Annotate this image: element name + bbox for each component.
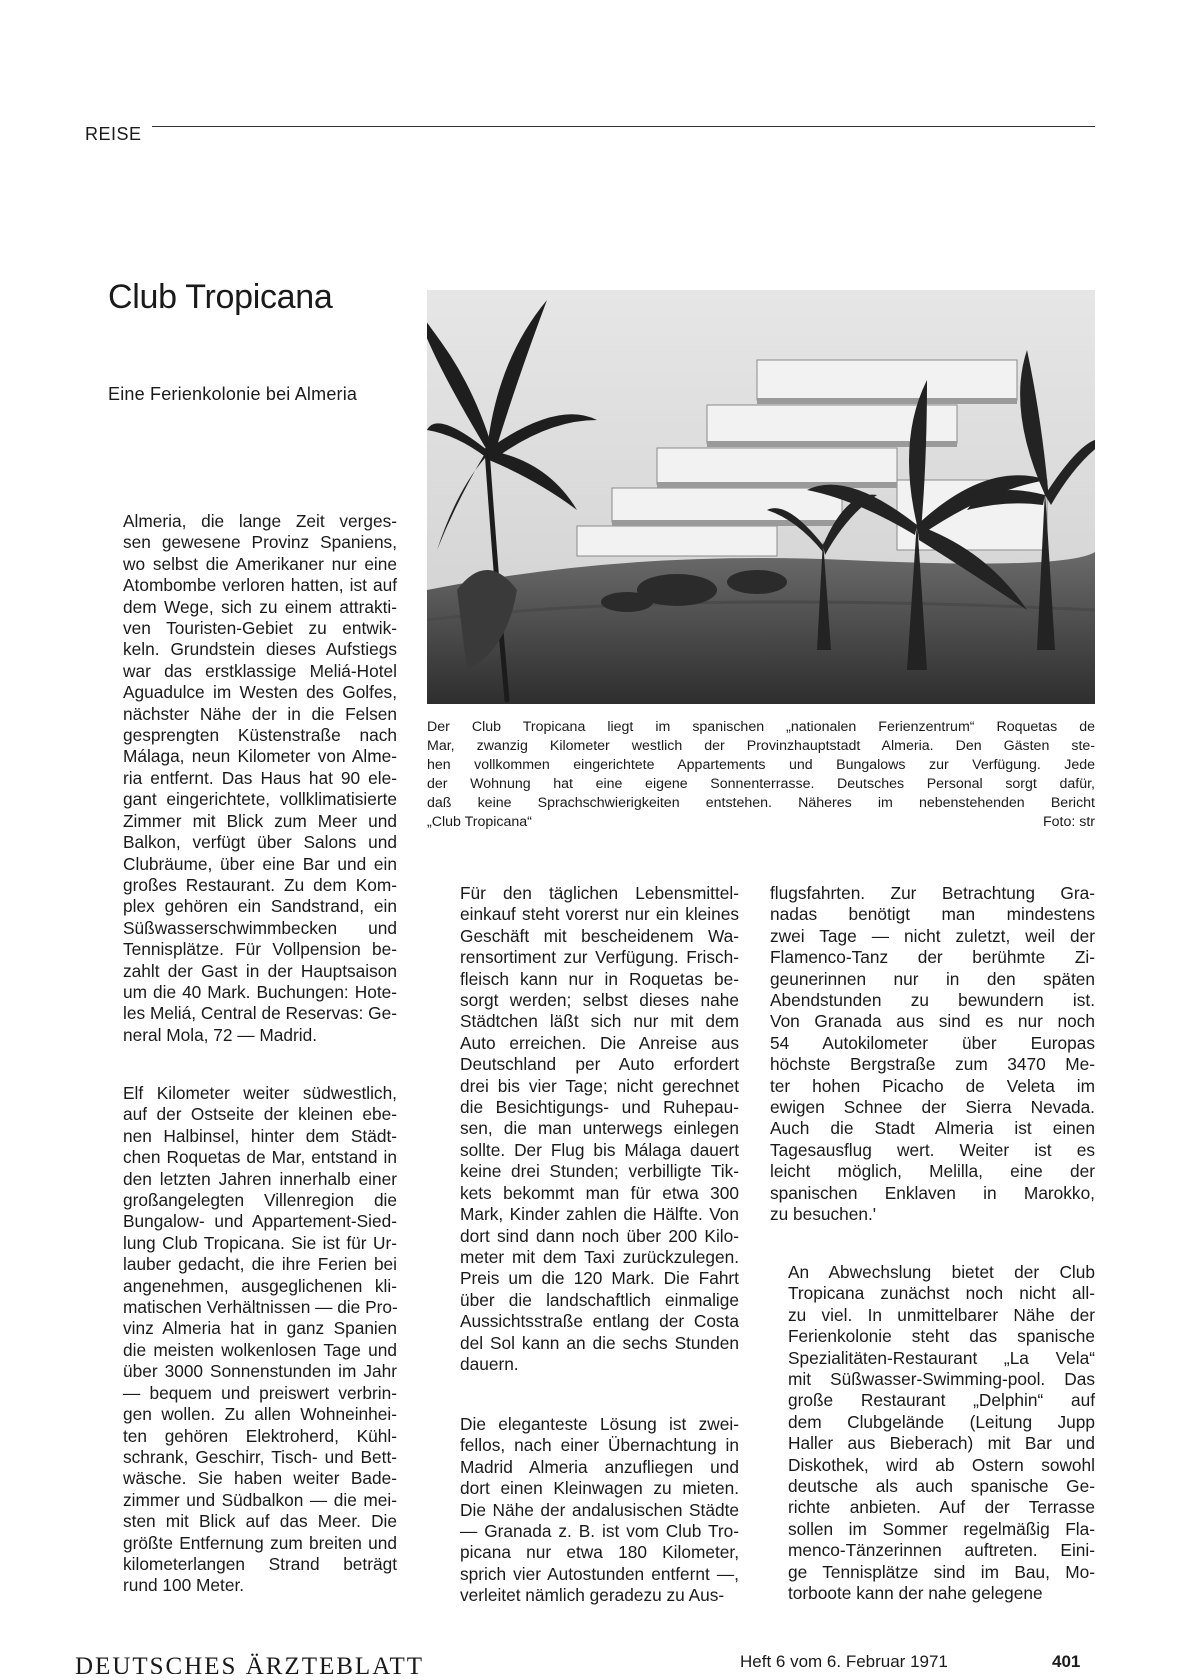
text-line: Die Nähe der andalusischen Städte [460, 1499, 739, 1520]
text-line: nadas benötigt man mindestens [770, 904, 1095, 925]
text-line: kilometerlangen Strand beträgt [123, 1553, 397, 1574]
text-line: Ferienkolonie steht das spanische [788, 1326, 1095, 1347]
text-line: Auto erreichen. Die Anreise aus [460, 1032, 739, 1053]
text-line: mit Süßwasser-Swimming-pool. Das [788, 1369, 1095, 1390]
text-line: dem Wege, sich zu einem attrakti- [123, 596, 397, 617]
text-line: Atombombe verloren hatten, ist auf [123, 575, 397, 596]
caption-line: daß keine Sprachschwierigkeiten entstehen. Näheres im nebenstehenden Bericht [427, 795, 1095, 811]
text-line: lung Club Tropicana. Sie ist für Ur- [123, 1232, 397, 1253]
text-line: wäsche. Sie haben weiter Bade- [123, 1468, 397, 1489]
text-line: Clubräume, über eine Bar und ein [123, 853, 397, 874]
journal-name: DEUTSCHES ÄRZTEBLATT [75, 1653, 425, 1674]
text-line: richte anbieten. Auf der Terrasse [788, 1497, 1095, 1518]
text-line: Spezialitäten-Restaurant „La Vela“ [788, 1347, 1095, 1368]
text-line: Tropicana zunächst noch nicht all- [788, 1283, 1095, 1304]
text-line: Von Granada aus sind es nur noch [770, 1011, 1095, 1032]
text-line: zu besuchen.' [770, 1204, 877, 1225]
text-line: größte Entfernung zum breiten und [123, 1532, 397, 1553]
text-line: lauber gedacht, die ihre Ferien bei [123, 1254, 397, 1275]
article-title: Club Tropicana [108, 278, 333, 316]
text-line: Süßwasserschwimmbecken und [123, 917, 397, 938]
text-line: sorgt werden; selbst dieses nahe [460, 990, 739, 1011]
text-line: plex gehören ein Sandstrand, ein [123, 896, 397, 917]
body-paragraph [770, 883, 1095, 1226]
text-line: dort einen Kleinwagen zu mieten. [460, 1478, 739, 1499]
text-line: Almeria, die lange Zeit verges- [123, 511, 397, 531]
text-line: An Abwechslung bietet der Club [788, 1262, 1095, 1282]
text-line: die meisten wolkenlosen Tage und [123, 1339, 397, 1360]
text-line: zu viel. In unmittelbarer Nähe der [788, 1304, 1095, 1325]
text-line: Aguadulce im Westen des Golfes, [123, 682, 397, 703]
text-line: nen Halbinsel, hinter dem Städt- [123, 1125, 397, 1146]
photo-credit: Foto: str [1042, 814, 1095, 830]
text-line: gant eingerichtete, vollklimatisierte [123, 789, 397, 810]
text-line: verleitet nämlich geradezu zu Aus- [460, 1585, 725, 1606]
text-line: flugsfahrten. Zur Betrachtung Gra- [770, 883, 1095, 903]
text-line: Haller aus Bieberach) mit Bar und [788, 1433, 1095, 1454]
text-line: Balkon, verfügt über Salons und [123, 832, 397, 853]
text-line: geunerinnen nur in den späten [770, 968, 1095, 989]
body-paragraph [105, 511, 397, 1046]
header-rule [152, 126, 1095, 127]
text-line: chen Roquetas de Mar, entstand in [123, 1147, 397, 1168]
photo-caption [427, 718, 1095, 832]
text-line: Flamenco-Tanz der berühmte Zi- [770, 947, 1095, 968]
text-line: dauern. [460, 1353, 519, 1374]
text-line: neral Mola, 72 — Madrid. [123, 1024, 318, 1045]
section-label: REISE [85, 124, 142, 144]
text-line: fleisch kann nur in Roquetas be- [460, 968, 739, 989]
body-paragraph [442, 883, 739, 1375]
text-line: um die 40 Mark. Buchungen: Hote- [123, 981, 397, 1002]
text-line: ter hohen Picacho de Veleta im [770, 1075, 1095, 1096]
text-line: Abendstunden zu bewundern ist. [770, 990, 1095, 1011]
text-line: ten gehören Elektroherd, Kühl- [123, 1425, 397, 1446]
text-line: matischen Verhältnissen — die Pro- [123, 1297, 398, 1318]
text-line: torboote kann der nahe gelegene [788, 1583, 1043, 1604]
page-number: 401 [1052, 1652, 1081, 1671]
text-line: sen gewesene Provinz Spaniens, [123, 532, 397, 553]
text-line: picana nur etwa 180 Kilometer, [460, 1542, 739, 1563]
text-line: rensortiment zur Verfügung. Frisch- [460, 947, 739, 968]
text-line: ria entfernt. Das Haus hat 90 ele- [123, 767, 397, 788]
text-line: war das erstklassige Meliá-Hotel [123, 660, 397, 681]
text-line: schrank, Geschirr, Tisch- und Bett- [123, 1446, 397, 1467]
text-line: große Restaurant „Delphin“ auf [788, 1390, 1095, 1411]
text-line: kets bekommt man für etwa 300 [460, 1182, 739, 1203]
text-line: 54 Autokilometer über Europas [770, 1032, 1095, 1053]
text-line: keine drei Stunden; verbilligte Tik- [460, 1161, 739, 1182]
text-line: großes Restaurant. Zu dem Kom- [123, 874, 397, 895]
text-line: die Besichtigungs- und Ruhepau- [460, 1097, 739, 1118]
text-line: gesprengten Küstenstraße nach [123, 725, 397, 746]
text-line: Auch die Stadt Almeria ist einen [770, 1118, 1095, 1139]
text-line: menco-Tänzerinnen auftreten. Eini- [788, 1540, 1095, 1561]
text-line: rund 100 Meter. [123, 1575, 245, 1596]
text-line: Städtchen läßt sich nur mit dem [460, 1011, 739, 1032]
text-line: Mark, Kinder zahlen die Hälfte. Von [460, 1204, 739, 1225]
text-line: Zimmer mit Blick zum Meer und [123, 810, 397, 831]
text-line: Die eleganteste Lösung ist zwei- [460, 1414, 739, 1434]
resort-photo [427, 290, 1095, 704]
text-line: Deutschland per Auto erfordert [460, 1054, 739, 1075]
caption-last-line: „Club Tropicana“ [427, 814, 532, 830]
text-line: zahlt der Gast in der Hauptsaison [123, 960, 397, 981]
caption-line: hen vollkommen eingerichtete Appartements und Bungalows zur Verfügung. Jede [427, 757, 1095, 773]
body-paragraph [105, 1083, 397, 1597]
text-line: auf der Ostseite der kleinen ebe- [123, 1104, 397, 1125]
text-line: Für den täglichen Lebensmittel- [460, 883, 739, 903]
text-line: Geschäft mit bescheidenem Wa- [460, 925, 739, 946]
text-line: keln. Grundstein dieses Aufstiegs [123, 639, 397, 660]
text-line: angenehmen, ausgeglichenen kli- [123, 1275, 397, 1296]
text-line: Diskothek, wird ab Ostern sowohl [788, 1454, 1095, 1475]
text-line: ge Tennisplätze sind im Bau, Mo- [788, 1561, 1095, 1582]
text-line: großangelegten Villenregion die [123, 1190, 397, 1211]
text-line: drei bis vier Tage; nicht gerechnet [460, 1075, 739, 1096]
text-line: zwei Tage — nicht zuletzt, weil der [770, 925, 1095, 946]
text-line: ven Touristen-Gebiet zu entwik- [123, 618, 397, 639]
text-line: Bungalow- und Appartement-Sied- [123, 1211, 397, 1232]
text-line: wo selbst die Amerikaner nur eine [123, 553, 397, 574]
body-paragraph [770, 1262, 1095, 1605]
text-line: Aussichtsstraße entlang der Costa [460, 1311, 739, 1332]
text-line: Málaga, neun Kilometer von Alme- [123, 746, 397, 767]
text-line: ewigen Schnee der Sierra Nevada. [770, 1097, 1095, 1118]
text-line: dem Clubgelände (Leitung Jupp [788, 1411, 1095, 1432]
caption-line: Der Club Tropicana liegt im spanischen „nationalen Ferienzentrum“ Roquetas de [427, 719, 1095, 735]
text-line: sollte. Der Flug bis Málaga dauert [460, 1139, 739, 1160]
text-line: meter mit dem Taxi zurückzulegen. [460, 1246, 739, 1267]
palm-trees-bungalows-image [427, 290, 1095, 704]
text-line: Tennisplätze. Für Vollpension be- [123, 939, 397, 960]
text-line: Madrid Almeria anzufliegen und [460, 1456, 739, 1477]
text-line: sprich vier Autostunden entfernt —, [460, 1563, 739, 1584]
text-line: zimmer und Südbalkon — die mei- [123, 1489, 397, 1510]
text-line: über die landschaftlich einmalige [460, 1289, 739, 1310]
text-line: — Granada z. B. ist vom Club Tro- [460, 1521, 739, 1542]
article-subtitle: Eine Ferienkolonie bei Almeria [108, 384, 358, 404]
text-line: über 3000 Sonnenstunden im Jahr [123, 1361, 397, 1382]
text-line: — bequem und preiswert verbrin- [123, 1382, 397, 1403]
text-line: gen wollen. Zu allen Wohneinhei- [123, 1404, 397, 1425]
text-line: dort sind dann noch über 200 Kilo- [460, 1225, 739, 1246]
text-line: nächster Nähe der in die Felsen [123, 703, 397, 724]
body-paragraph [442, 1414, 739, 1607]
text-line: del Sol kann an die sechs Stunden [460, 1332, 739, 1353]
text-line: spanischen Enklaven in Marokko, [770, 1182, 1095, 1203]
text-line: einkauf steht vorerst nur ein kleines [460, 904, 739, 925]
text-line: vinz Almeria hat in ganz Spanien [123, 1318, 397, 1339]
caption-line: Mar, zwanzig Kilometer westlich der Provinzhauptstadt Almeria. Den Gästen ste- [427, 738, 1095, 754]
text-line: fellos, nach einer Übernachtung in [460, 1435, 739, 1456]
text-line: sollen im Sommer regelmäßig Fla- [788, 1518, 1095, 1539]
caption-line: der Wohnung hat eine eigene Sonnenterrasse. Deutsches Personal sorgt dafür, [427, 776, 1095, 792]
text-line: sten mit Blick auf das Meer. Die [123, 1511, 397, 1532]
text-line: Preis um die 120 Mark. Die Fahrt [460, 1268, 739, 1289]
text-line: deutsche als auch spanische Ge- [788, 1476, 1095, 1497]
text-line: höchste Bergstraße zum 3470 Me- [770, 1054, 1095, 1075]
issue-info: Heft 6 vom 6. Februar 1971 [740, 1652, 948, 1671]
text-line: den letzten Jahren innerhalb einer [123, 1168, 397, 1189]
text-line: Tagesausflug wert. Weiter ist es [770, 1139, 1095, 1160]
text-line: Elf Kilometer weiter südwestlich, [123, 1083, 397, 1103]
text-line: sen, die man unterwegs einlegen [460, 1118, 739, 1139]
text-line: les Meliá, Central de Reservas: Ge- [123, 1003, 397, 1024]
text-line: leicht möglich, Melilla, eine der [770, 1161, 1095, 1182]
